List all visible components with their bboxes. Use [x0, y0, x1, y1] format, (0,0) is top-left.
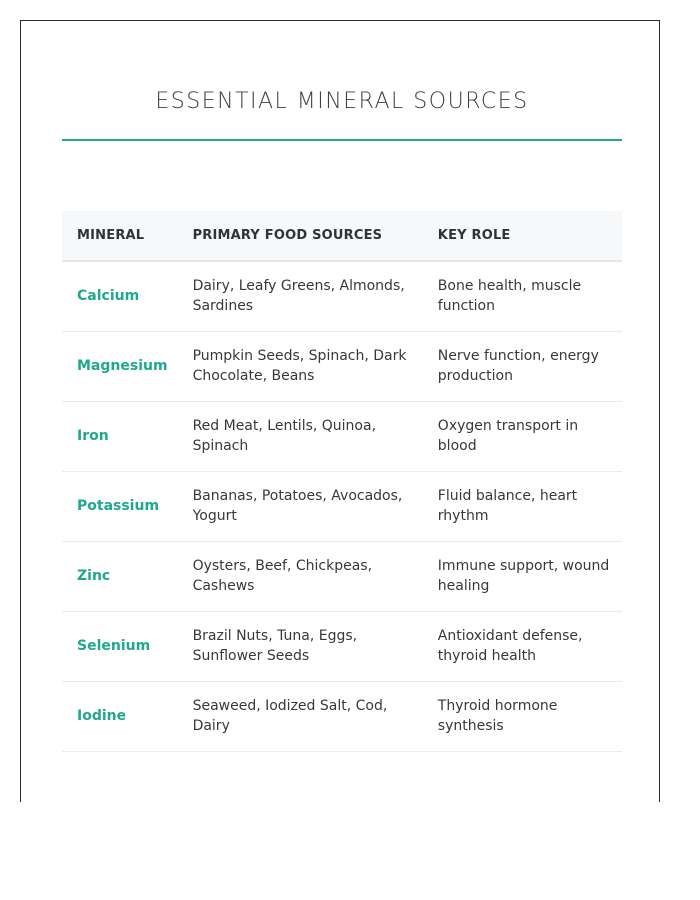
key-role: Fluid balance, heart rhythm: [423, 471, 622, 541]
title-divider: [62, 139, 622, 141]
mineral-name: Selenium: [62, 611, 178, 681]
key-role: Bone health, muscle function: [423, 261, 622, 331]
page-title: ESSENTIAL MINERAL SOURCES: [155, 89, 529, 114]
table-row: [62, 541, 622, 611]
table-header-row: [62, 211, 622, 261]
table-row: [62, 681, 622, 751]
food-sources: Red Meat, Lentils, Quinoa, Spinach: [178, 401, 423, 471]
table-row: [62, 611, 622, 681]
key-role: Antioxidant defense, thyroid health: [423, 611, 622, 681]
table-row: [62, 331, 622, 401]
column-header-mineral: MINERAL: [62, 211, 178, 261]
key-role: Immune support, wound healing: [423, 541, 622, 611]
food-sources: Bananas, Potatoes, Avocados, Yogurt: [178, 471, 423, 541]
document-frame: [20, 20, 660, 802]
key-role: Oxygen transport in blood: [423, 401, 622, 471]
food-sources: Seaweed, Iodized Salt, Cod, Dairy: [178, 681, 423, 751]
minerals-table: [62, 211, 622, 752]
mineral-name: Potassium: [62, 471, 178, 541]
food-sources: Brazil Nuts, Tuna, Eggs, Sunflower Seeds: [178, 611, 423, 681]
key-role: Thyroid hormone synthesis: [423, 681, 622, 751]
food-sources: Oysters, Beef, Chickpeas, Cashews: [178, 541, 423, 611]
column-header-key-role: KEY ROLE: [423, 211, 622, 261]
column-header-primary-food-sources: PRIMARY FOOD SOURCES: [178, 211, 423, 261]
mineral-name: Calcium: [62, 261, 178, 331]
table-row: [62, 471, 622, 541]
mineral-name: Magnesium: [62, 331, 178, 401]
table-row: [62, 261, 622, 331]
mineral-name: Zinc: [62, 541, 178, 611]
mineral-name: Iodine: [62, 681, 178, 751]
food-sources: Dairy, Leafy Greens, Almonds, Sardines: [178, 261, 423, 331]
key-role: Nerve function, energy production: [423, 331, 622, 401]
mineral-name: Iron: [62, 401, 178, 471]
food-sources: Pumpkin Seeds, Spinach, Dark Chocolate, Beans: [178, 331, 423, 401]
table-row: [62, 401, 622, 471]
